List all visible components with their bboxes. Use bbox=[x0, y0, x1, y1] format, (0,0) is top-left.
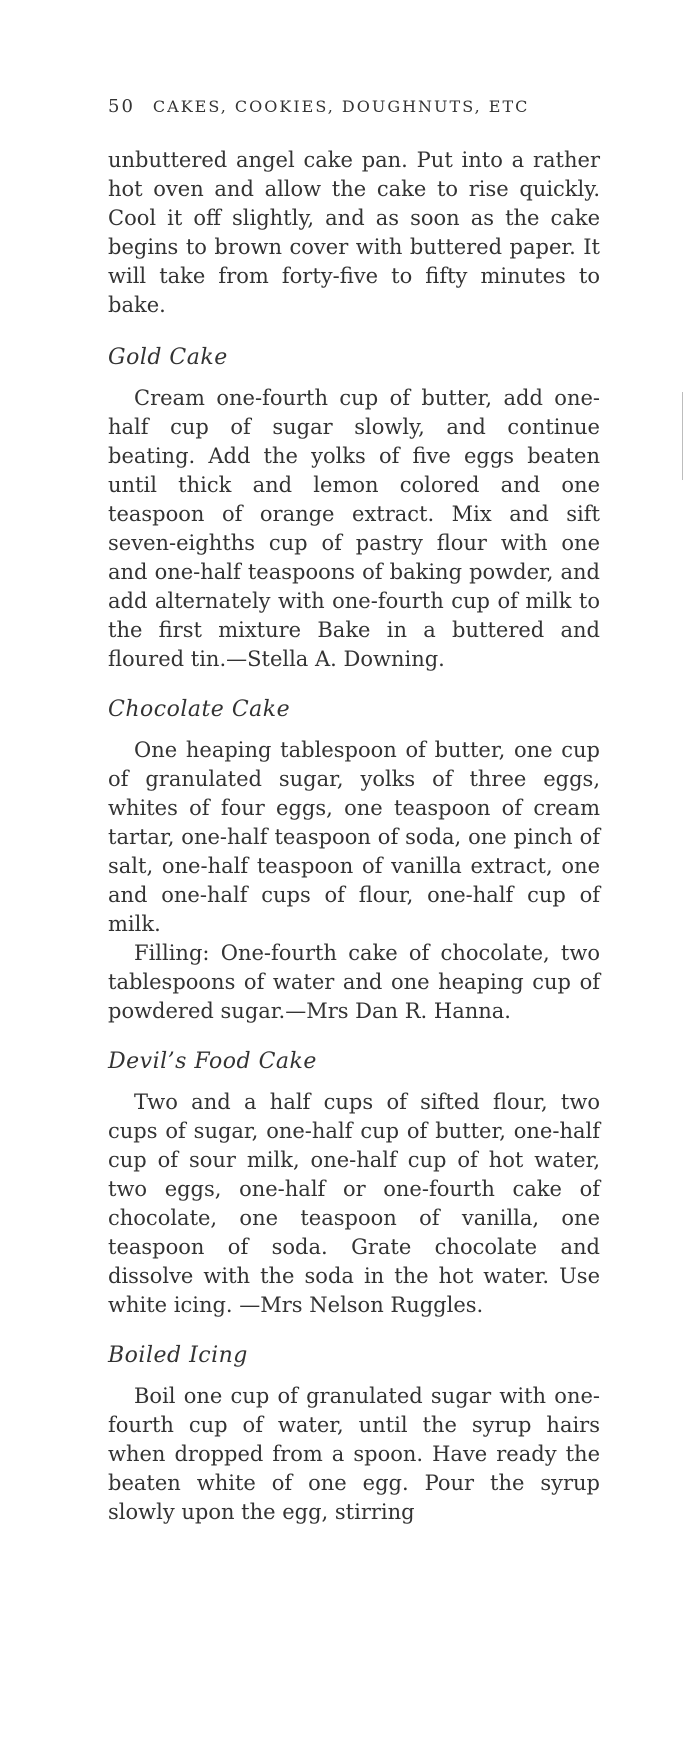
recipe-paragraph: One heaping tablespoon of butter, one cup of granulated sugar, yolks of three eggs, whites of four eggs, one teaspoon of cream tartar, one-half teaspoon of soda, one pinch of salt, one-half teaspoon of vanilla extract, one and one-half cups of flour, one-half cup of milk. bbox=[108, 738, 600, 936]
recipe-paragraph: Boil one cup of granulated sugar with one-fourth cup of water, until the syrup hairs when dropped from a spoon. Have ready the beaten white of one egg. Pour the syrup slowly upon the egg, stirring bbox=[108, 1384, 600, 1524]
recipe-paragraph: Filling: One-fourth cake of chocolate, two tablespoons of water and one heaping cup of powdered sugar.—Mrs Dan R. Hanna. bbox=[108, 941, 600, 1023]
recipe-title: Boiled Icing bbox=[108, 1343, 248, 1368]
opening-paragraph: unbuttered angel cake pan. Put into a rather hot oven and allow the cake to rise quickly. Cool it off slightly, and as soon as the cake begins to brown cover with buttered paper. It will take from forty-five to fifty minutes to bake. bbox=[108, 148, 600, 317]
recipe-boiled-icing bbox=[108, 1342, 600, 1527]
book-page bbox=[108, 96, 600, 1527]
running-title: CAKES, COOKIES, DOUGHNUTS, ETC bbox=[152, 97, 530, 116]
recipe-chocolate-cake bbox=[108, 696, 600, 1026]
page-number: 50 bbox=[108, 96, 135, 117]
recipe-title: Chocolate Cake bbox=[108, 697, 291, 722]
recipe-title: Gold Cake bbox=[108, 345, 228, 370]
recipe-gold-cake bbox=[108, 344, 600, 674]
recipe-paragraph: Two and a half cups of sifted flour, two cups of sugar, one-half cup of butter, one-half cup of sour milk, one-half cup of hot water, two eggs, one-half or one-fourth cake of chocolate, one teaspoon of vanilla, one teaspoon of soda. Grate chocolate and dissolve with the soda in the hot water. Use white icing. —Mrs Nelson Ruggles. bbox=[108, 1090, 600, 1317]
recipe-title: Devil’s Food Cake bbox=[108, 1049, 317, 1074]
recipe-paragraph: Cream one-fourth cup of butter, add one-half cup of sugar slowly, and continue beating. Add the yolks of five eggs beaten until thick and lemon colored and one teaspoon of orange extract. Mix and sift seven-eighths cup of pastry flour with one and one-half teaspoons of baking powder, and add alternately with one-fourth cup of milk to the first mixture Bake in a buttered and floured tin.—Stella A. Downing. bbox=[108, 386, 600, 671]
running-head bbox=[108, 96, 600, 126]
margin-rule bbox=[682, 392, 683, 480]
recipe-devils-food-cake bbox=[108, 1048, 600, 1320]
